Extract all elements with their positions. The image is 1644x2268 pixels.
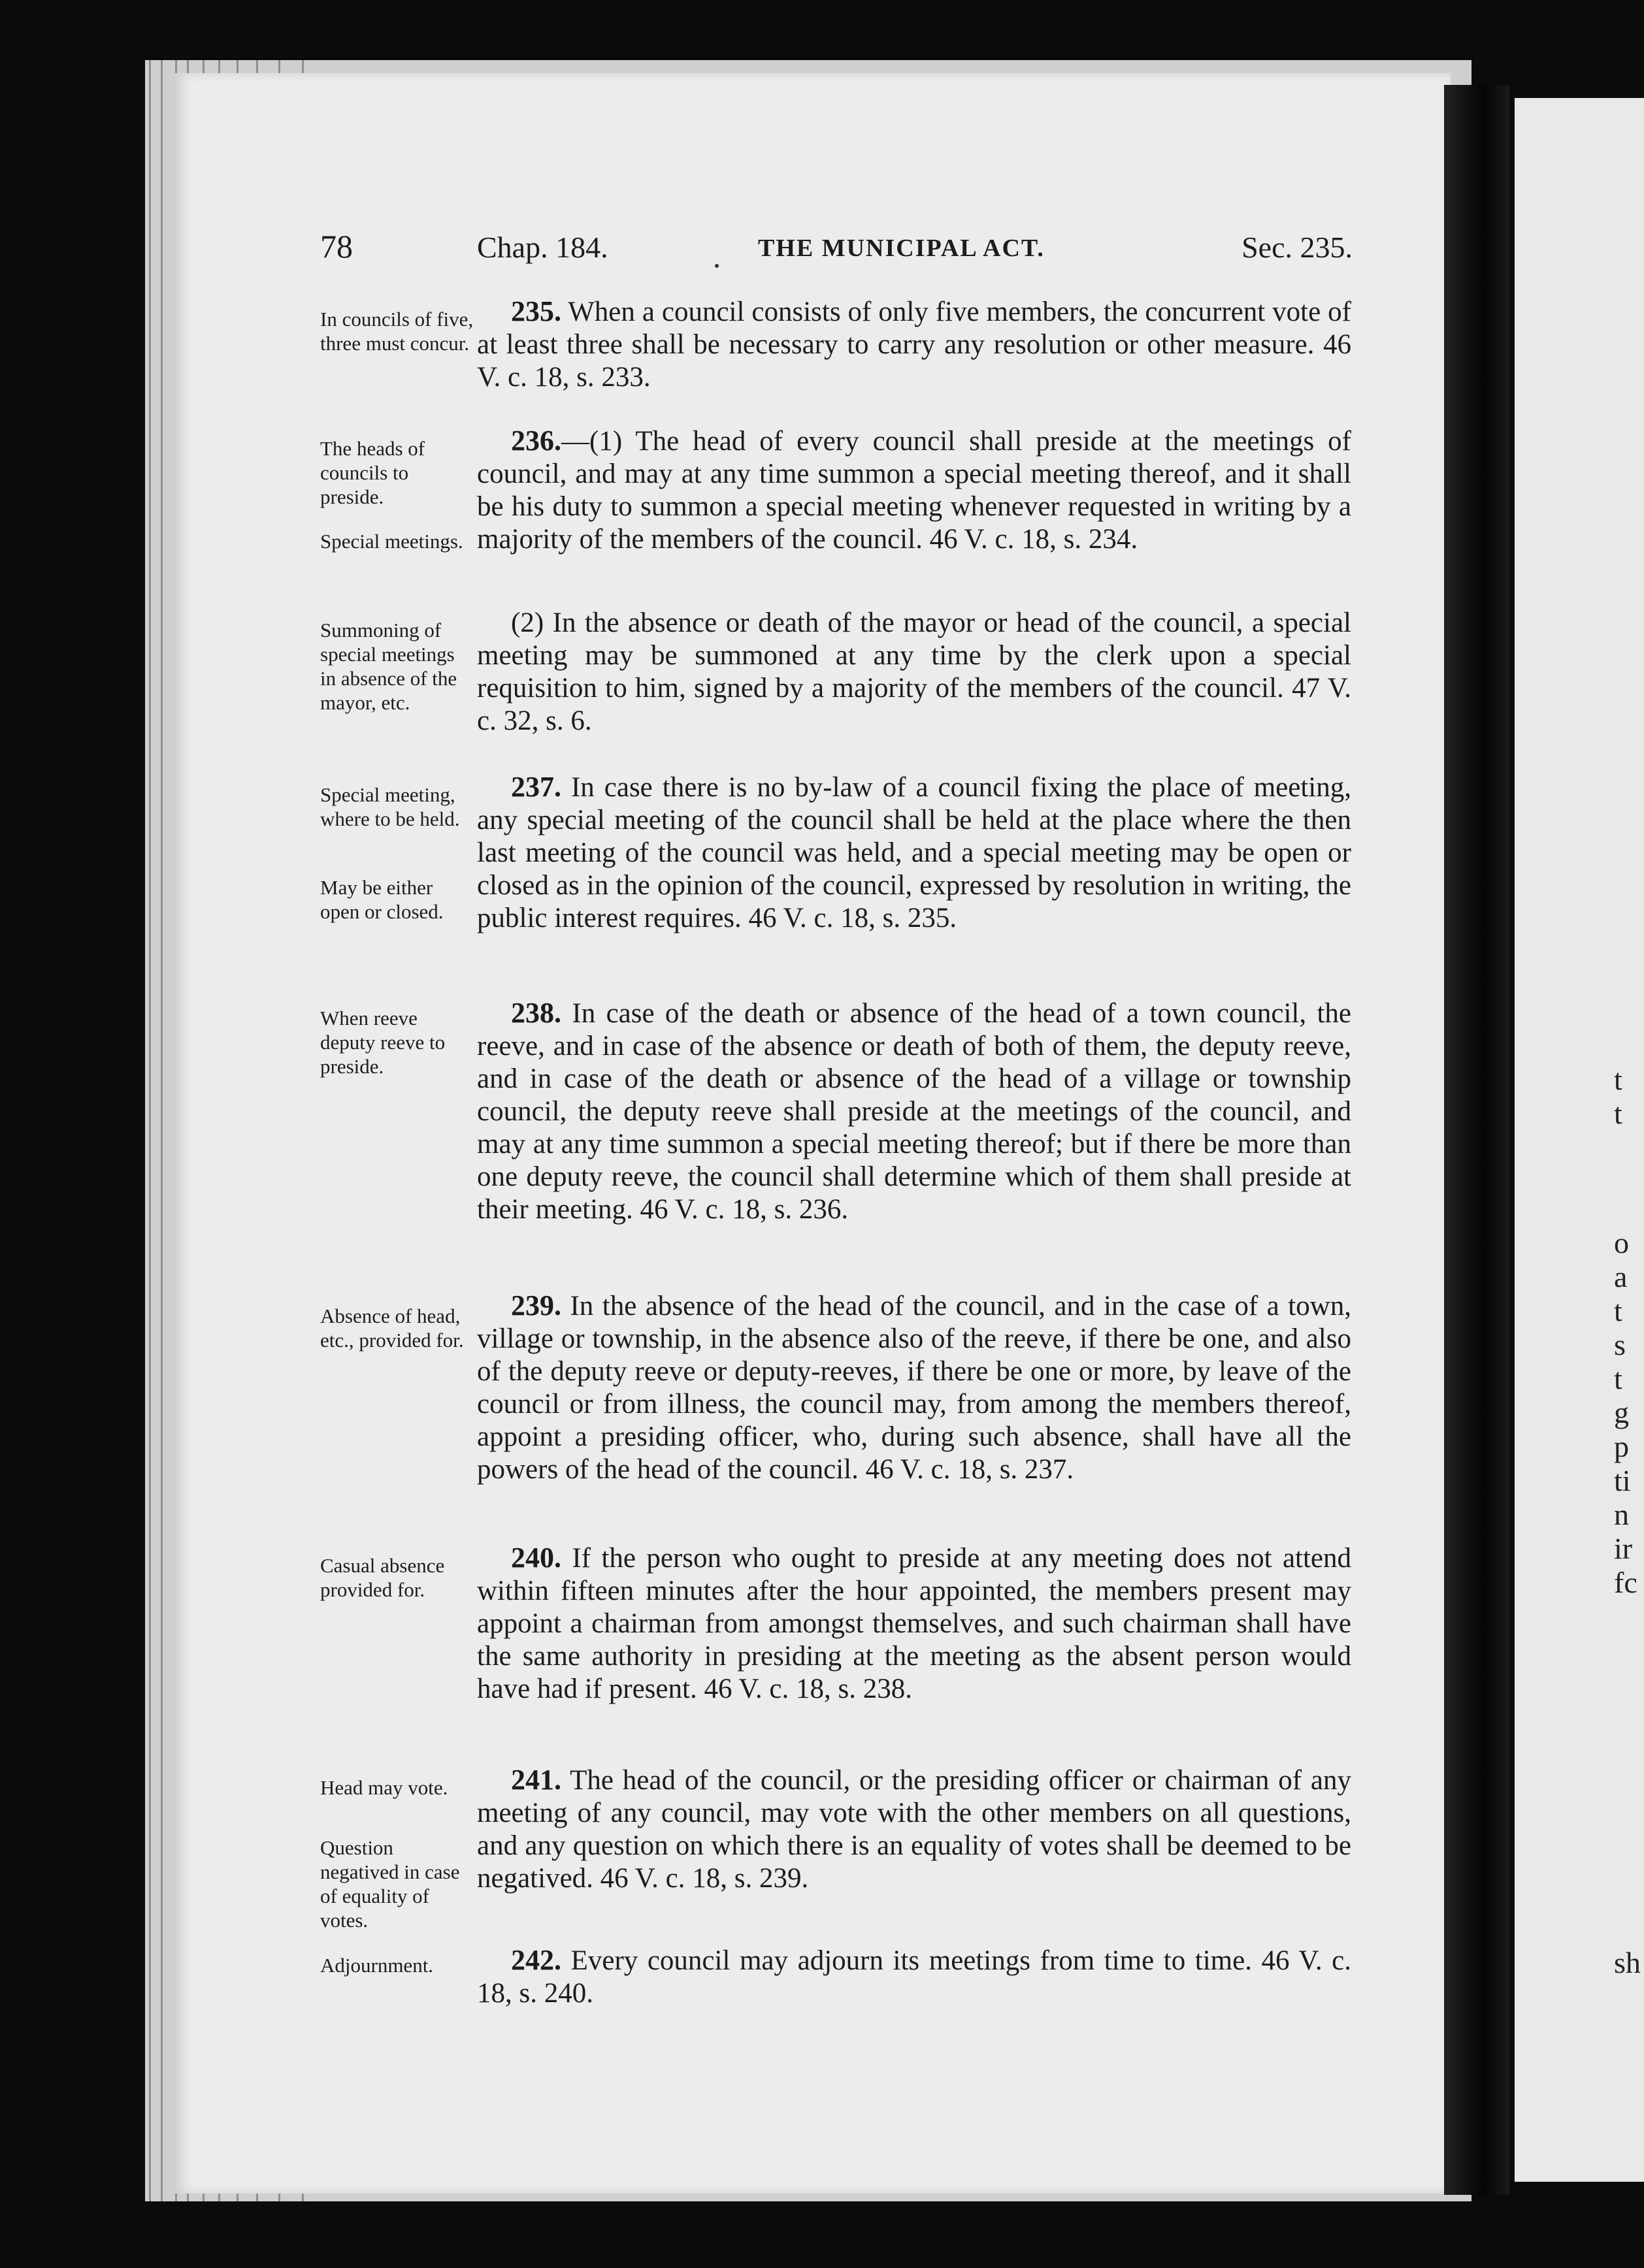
act-title: THE MUNICIPAL ACT. (758, 235, 1045, 262)
section-241: 241. The head of the council, or the presiding officer or chairman of any meeting of any council, may vote with the other members on all questions, and any question on which there is an equality of votes shall be deemed to be negatived. 46 V. c. 18, s. 239. (477, 1764, 1351, 1894)
right-page-fragment: t (1614, 1294, 1622, 1327)
right-page-fragment: p (1614, 1430, 1629, 1463)
section-242: 242. Every council may adjourn its meetings from time to time. 46 V. c. 18, s. 240. (477, 1944, 1352, 2009)
page-number: 78 (320, 228, 353, 265)
book-gutter (1444, 85, 1509, 2195)
right-page-fragment: t (1614, 1362, 1622, 1395)
margin-note: Special meetings. (320, 530, 463, 553)
margin-note: In councils of five, three must concur. (320, 308, 474, 355)
right-page-fragment: n (1614, 1498, 1629, 1531)
right-page-fragment: o (1614, 1226, 1629, 1259)
chapter-label: Chap. 184. (477, 231, 608, 264)
margin-note: When reeve deputy reeve to preside. (320, 1007, 446, 1078)
right-page-fragment: g (1614, 1396, 1629, 1429)
section-240: 240. If the person who ought to preside at any meeting does not attend within fifteen minutes after the hour appointed, the members present may appoint a chairman from amongst themselves, and such chairman shall have the same authority in presiding at the meeting as the absent person would have had if present. 46 V. c. 18, s. 238. (477, 1542, 1352, 1704)
margin-note: Question negatived in case of equality of votes. (320, 1836, 460, 1932)
right-page-fragment: ir (1614, 1532, 1633, 1565)
right-page-fragment: a (1614, 1260, 1628, 1293)
margin-note: The heads of councils to preside. (320, 437, 425, 508)
section-236-2: (2) In the absence or death of the mayor or head of the council, a special meeting may be summoned at any time by the clerk upon a special requisition to him, signed by a majority of the members of the council. 47 V. c. 32, s. 6. (477, 608, 1351, 736)
margin-note: May be either open or closed. (320, 876, 444, 923)
running-header (320, 230, 1353, 267)
margin-note: Summoning of special meetings in absence of the mayor, etc. (320, 619, 457, 714)
margin-note: Absence of head, etc., provided for. (320, 1304, 464, 1352)
section-237: 237. In case there is no by-law of a council fixing the place of meeting, any special meeting of the council shall be held at the place where the then last meeting of the council was held, and a special meeting may be open or closed as in the opinion of the council, expressed by resolution in writing, the public interest requires. 46 V. c. 18, s. 235. (477, 771, 1351, 933)
margin-note: Head may vote. (320, 1776, 448, 1799)
right-page-fragment: t (1614, 1063, 1622, 1096)
margin-note: Special meeting, where to be held. (320, 783, 460, 830)
right-page-fragment: s (1614, 1328, 1626, 1361)
section-239: 239. In the absence of the head of the council, and in the case of a town, village or township, in the absence also of the reeve, if there be one, and also of the deputy reeve or deputy-reeves, if there be one or more, by leave of the council or from illness, the council may, from among the members thereof, appoint a presiding officer, who, during such absence, shall have all the powers of the head of the council. 46 V. c. 18, s. 237. (477, 1289, 1352, 1485)
section-238: 238. In case of the death or absence of the head of a town council, the reeve, and in case of the absence or death of both of them, the deputy reeve, and in case of the death or absence of the head of a village or township council, the deputy reeve shall preside at the meetings of the council, and may at any time summon a special meeting thereof; but if there be more than one deputy reeve, the council shall determine which of them shall preside at their meeting. 46 V. c. 18, s. 236. (477, 997, 1351, 1225)
section-235: 235. When a council consists of only five members, the concurrent vote of at least three shall be necessary to carry any resolution or other measure. 46 V. c. 18, s. 233. (477, 295, 1351, 393)
section-label: Sec. 235. (1241, 231, 1353, 264)
right-page (1515, 98, 1644, 2182)
print-speck (715, 264, 719, 268)
margin-note: Adjournment. (320, 1954, 434, 1977)
right-page-fragment: fc (1614, 1566, 1637, 1599)
right-page-fragment: ti (1614, 1464, 1631, 1497)
right-page-fragment: t (1614, 1097, 1622, 1130)
section-236-1: 236.—(1) The head of every council shall preside at the meetings of council, and may at any time summon a special meeting thereof, and it shall be his duty to summon a special meeting whenever requested in writing by a majority of the members of the council. 46 V. c. 18, s. 234. (477, 425, 1351, 555)
margin-note: Casual absence provided for. (320, 1554, 445, 1601)
right-page-fragment: sh (1614, 1946, 1641, 1979)
